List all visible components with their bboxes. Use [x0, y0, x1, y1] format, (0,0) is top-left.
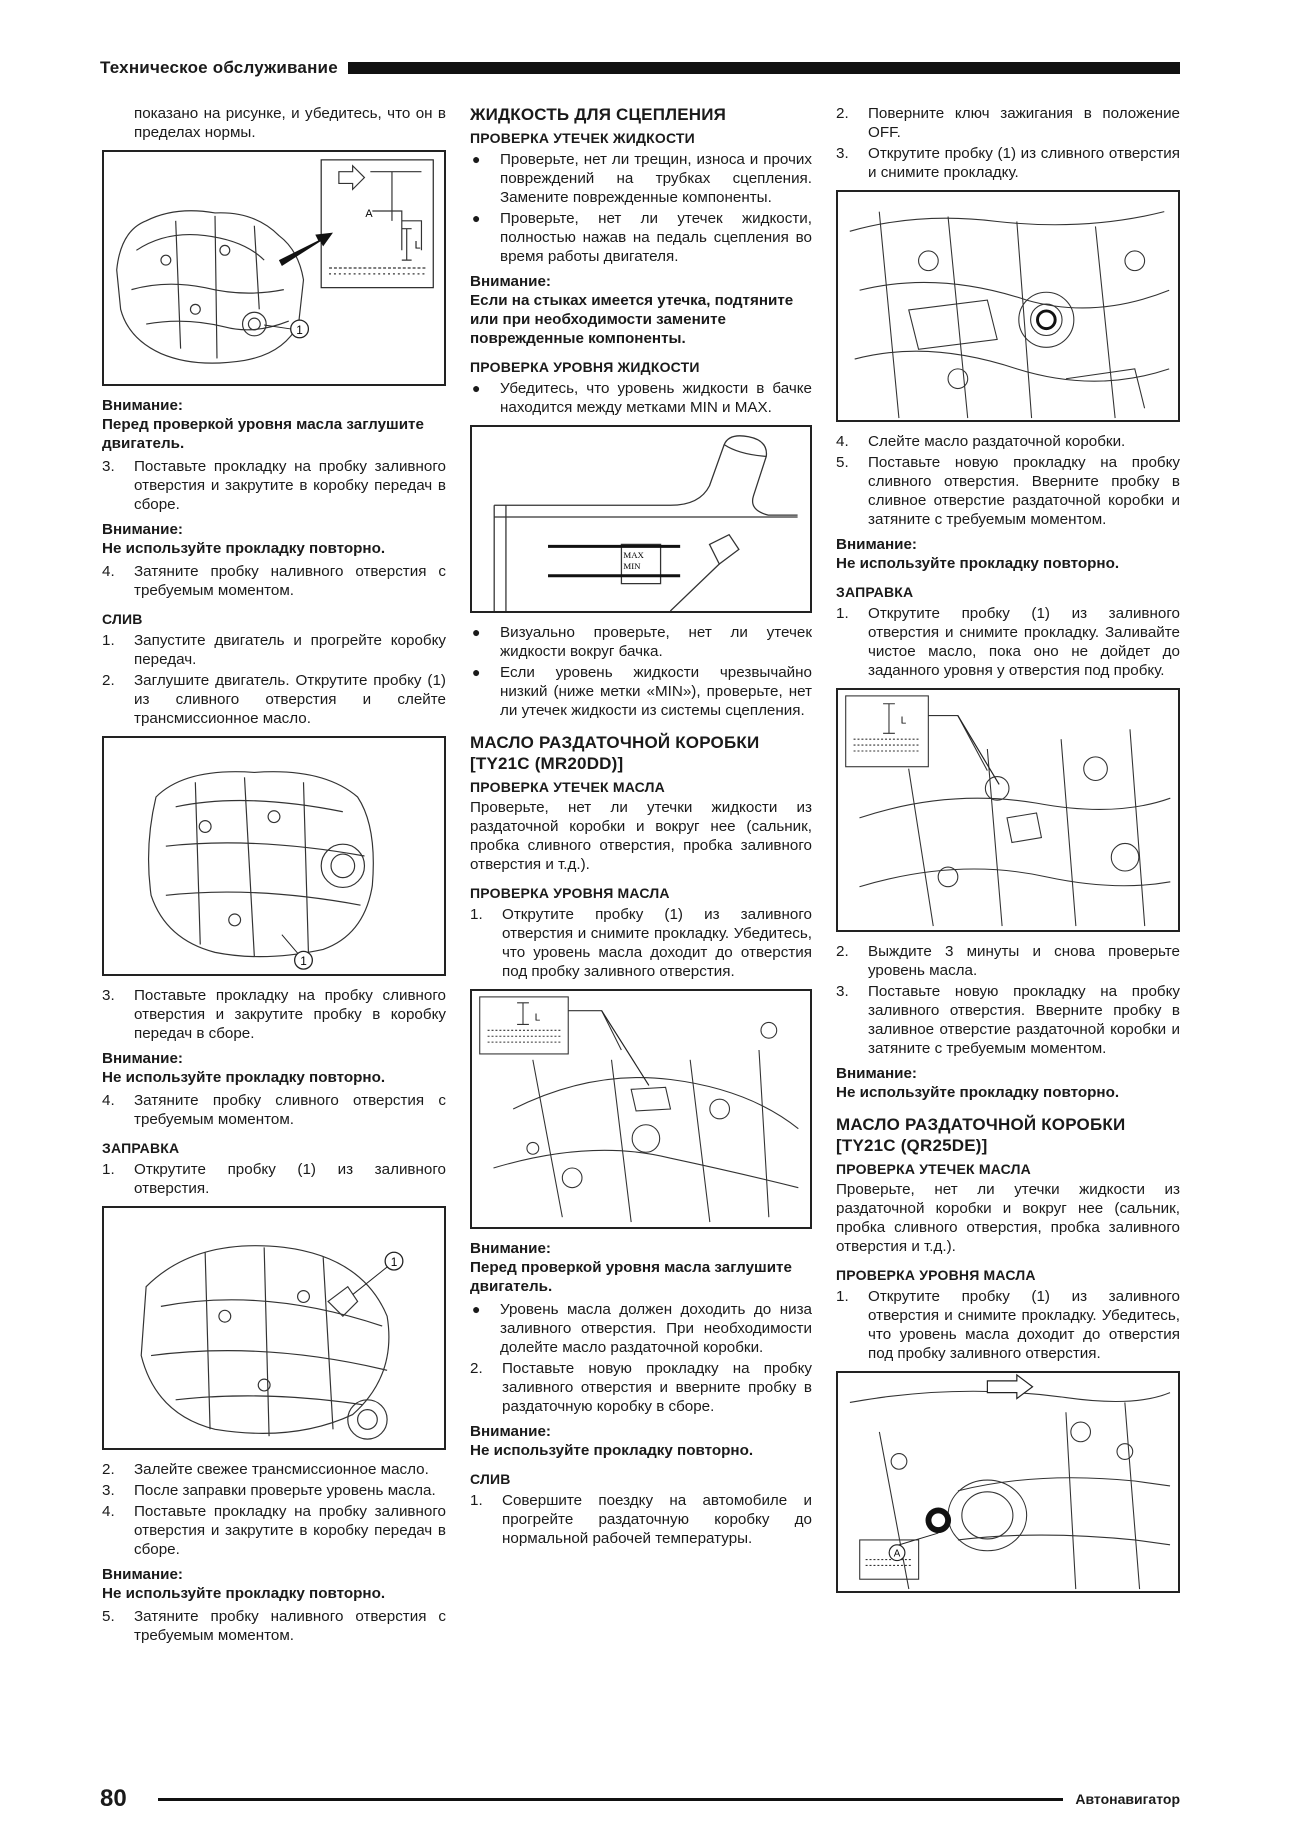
warning-title: Внимание: — [470, 273, 551, 290]
warning-body: Не используйте прокладку повторно. — [102, 1585, 386, 1602]
list-item: 1. Открутите пробку (1) из заливного отверстия и снимите прокладку. Убедитесь, что уровень масла доходит до отверстия под пробку заливного отверстия. — [470, 906, 812, 980]
label-l: L — [534, 1012, 541, 1024]
warning-title: Внимание: — [470, 1240, 551, 1257]
section-title-transfer-1: МАСЛО РАЗДАТОЧНОЙ КОРОБКИ — [470, 733, 760, 752]
column-1 — [102, 104, 446, 1645]
running-header — [100, 56, 1180, 80]
warning-body: Если на стыках имеется утечка, подтяните или при необходимости замените поврежденные компоненты. — [470, 292, 794, 347]
list-item: 1. Открутите пробку (1) из заливного отверстия. — [102, 1161, 446, 1197]
callout-1: 1 — [300, 954, 307, 969]
subsection-title-fill: ЗАПРАВКА — [836, 584, 914, 600]
bullet-item: ● Уровень масла должен доходить до низа заливного отверстия. При необходимости долейте масло раздаточной коробки. — [472, 1301, 812, 1356]
warning-title: Внимание: — [102, 1050, 183, 1067]
page-number: 80 — [100, 1785, 127, 1812]
warning-title: Внимание: — [102, 397, 183, 414]
figure-gearbox-fill — [102, 1206, 446, 1450]
list-item: 2. Поставьте новую прокладку на пробку заливного отверстия и вверните пробку в раздаточную коробку в сборе. — [470, 1360, 812, 1415]
bullet-item: ● Если уровень жидкости чрезвычайно низкий (ниже метки «MIN»), проверьте, нет ли утечек жидкости из системы сцепления. — [472, 664, 812, 719]
list-item: 2. Поверните ключ зажигания в положение OFF. — [836, 105, 1180, 141]
subsection-title-fluid-level: ПРОВЕРКА УРОВНЯ ЖИДКОСТИ — [470, 359, 700, 375]
list-item: 1. Запустите двигатель и прогрейте коробку передач. — [102, 632, 446, 668]
figure-fluid-reservoir — [470, 425, 812, 613]
section-title-transfer-2: [TY21C (QR25DE)] — [836, 1136, 988, 1155]
publisher-brand: Автонавигатор — [1075, 1791, 1180, 1807]
warning-body: Не используйте прокладку повторно. — [836, 555, 1120, 572]
warning-body: Перед проверкой уровня масла заглушите двигатель. — [470, 1259, 792, 1295]
figure-gearbox-drain — [102, 736, 446, 976]
warning-body: Не используйте прокладку повторно. — [470, 1442, 754, 1459]
figure-transfer-drain — [836, 190, 1180, 422]
running-footer — [100, 1784, 1180, 1814]
header-title: Техническое обслуживание — [100, 58, 338, 77]
figure-transfer-qr25 — [836, 1371, 1180, 1593]
list-item: 5. Поставьте новую прокладку на пробку сливного отверстия. Вверните пробку в сливное отверстие раздаточной коробки и затяните с требуемым моментом. — [836, 454, 1180, 528]
max-label: MAX — [623, 550, 644, 561]
warning-title: Внимание: — [102, 1566, 183, 1583]
figure-transfer-fill — [470, 989, 812, 1229]
label-l: L — [900, 715, 907, 727]
label-l: L — [414, 239, 421, 252]
section-title-transfer-2: [TY21C (MR20DD)] — [470, 754, 624, 773]
list-item: 2. Заглушите двигатель. Открутите пробку (1) из сливного отверстия и слейте трансмиссионное масло. — [102, 672, 446, 727]
intro-text: показано на рисунке, и убедитесь, что он в пределах нормы. — [134, 105, 446, 141]
list-item: 2. Выждите 3 минуты и снова проверьте уровень масла. — [836, 943, 1180, 979]
section-title-transfer-1: МАСЛО РАЗДАТОЧНОЙ КОРОБКИ — [836, 1115, 1126, 1134]
warning-body: Перед проверкой уровня масла заглушите двигатель. — [102, 416, 424, 452]
callout-1: 1 — [296, 323, 303, 337]
bullet-item: ● Убедитесь, что уровень жидкости в бачке находится между метками MIN и MAX. — [472, 380, 812, 416]
bullet-item: ● Проверьте, нет ли утечек жидкости, полностью нажав на педаль сцепления во время работы двигателя. — [472, 210, 812, 265]
transfer-fill-2-drawing — [838, 690, 1178, 930]
subsection-title-oil-leak: ПРОВЕРКА УТЕЧЕК МАСЛА — [836, 1161, 1031, 1177]
list-item: 3. Открутите пробку (1) из сливного отверстия и снимите прокладку. — [836, 145, 1180, 181]
warning-body: Не используйте прокладку повторно. — [102, 1069, 386, 1086]
callout-1: 1 — [390, 1255, 398, 1270]
column-3 — [836, 104, 1180, 1603]
subsection-title-drain: СЛИВ — [102, 611, 143, 627]
subsection-title-oil-level: ПРОВЕРКА УРОВНЯ МАСЛА — [836, 1267, 1036, 1283]
transfer-qr25-drawing — [838, 1373, 1178, 1591]
list-item: 3. Поставьте прокладку на пробку заливного отверстия и закрутите в коробку передач в сборе. — [102, 458, 446, 513]
list-item: 4. Слейте масло раздаточной коробки. — [836, 433, 1126, 450]
figure-transfer-fill-2 — [836, 688, 1180, 932]
list-item: 4. Поставьте прокладку на пробку заливного отверстия и закрутите в коробку передач в сборе. — [102, 1503, 446, 1558]
list-item: 3. Поставьте прокладку на пробку сливного отверстия и закрутите пробку в коробку передач в сборе. — [102, 987, 446, 1042]
subsection-title-drain: СЛИВ — [470, 1471, 511, 1487]
oil-leak-text: Проверьте, нет ли утечки жидкости из раздаточной коробки и вокруг нее (сальник, пробка сливного отверстия, пробка заливного отверстия и т.д.). — [836, 1181, 1180, 1255]
list-item: 4. Затяните пробку наливного отверстия с требуемым моментом. — [102, 563, 446, 599]
gearbox-fill-drawing — [104, 1208, 444, 1448]
subsection-title-oil-leak: ПРОВЕРКА УТЕЧЕК МАСЛА — [470, 779, 665, 795]
warning-title: Внимание: — [102, 521, 183, 538]
footer-line — [158, 1798, 1063, 1801]
list-item: 1. Открутите пробку (1) из заливного отверстия и снимите прокладку. Убедитесь, что уровень масла доходит до отверстия под пробку заливного отверстия. — [836, 1288, 1180, 1362]
bullet-item: ● Визуально проверьте, нет ли утечек жидкости вокруг бачка. — [472, 624, 812, 660]
section-title-clutch-fluid: ЖИДКОСТЬ ДЛЯ СЦЕПЛЕНИЯ — [470, 105, 727, 124]
bullet-item: ● Проверьте, нет ли трещин, износа и прочих повреждений на трубках сцепления. Замените поврежденные компоненты. — [472, 151, 812, 206]
list-item: 2. Залейте свежее трансмиссионное масло. — [102, 1461, 429, 1478]
subsection-title-oil-level: ПРОВЕРКА УРОВНЯ МАСЛА — [470, 885, 670, 901]
list-item: 3. После заправки проверьте уровень масла. — [102, 1482, 436, 1499]
transfer-drain-drawing — [838, 192, 1178, 420]
figure-gearbox-level — [102, 150, 446, 386]
warning-title: Внимание: — [470, 1423, 551, 1440]
oil-leak-text: Проверьте, нет ли утечки жидкости из раздаточной коробки и вокруг нее (сальник, пробка сливного отверстия, пробка заливного отверстия и т.д.). — [470, 799, 812, 873]
reservoir-drawing — [472, 427, 810, 611]
column-2 — [470, 104, 812, 1548]
warning-body: Не используйте прокладку повторно. — [102, 540, 386, 557]
label-a: A — [893, 1548, 901, 1560]
label-a: A — [365, 207, 373, 220]
header-bar — [348, 62, 1180, 74]
gearbox-drain-drawing — [104, 738, 444, 974]
subsection-title-fluid-leak: ПРОВЕРКА УТЕЧЕК ЖИДКОСТИ — [470, 130, 695, 146]
warning-body: Не используйте прокладку повторно. — [836, 1084, 1120, 1101]
list-item: 1. Открутите пробку (1) из заливного отверстия и снимите прокладку. Заливайте чистое масло, пока оно не дойдет до заданного уровня у отверстия под пробку. — [836, 605, 1180, 679]
subsection-title-fill: ЗАПРАВКА — [102, 1140, 180, 1156]
list-item: 1. Совершите поездку на автомобиле и прогрейте раздаточную коробку до нормальной рабочей температуры. — [470, 1492, 812, 1547]
list-item: 3. Поставьте новую прокладку на пробку заливного отверстия. Вверните пробку в заливное отверстие раздаточной коробки и затяните с требуемым моментом. — [836, 983, 1180, 1057]
list-item: 4. Затяните пробку сливного отверстия с требуемым моментом. — [102, 1092, 446, 1128]
warning-title: Внимание: — [836, 1065, 917, 1082]
list-item: 5. Затяните пробку наливного отверстия с требуемым моментом. — [102, 1608, 446, 1644]
min-label: MIN — [623, 560, 641, 571]
transfer-fill-drawing — [472, 991, 810, 1227]
warning-title: Внимание: — [836, 536, 917, 553]
gearbox-level-drawing — [104, 152, 444, 384]
